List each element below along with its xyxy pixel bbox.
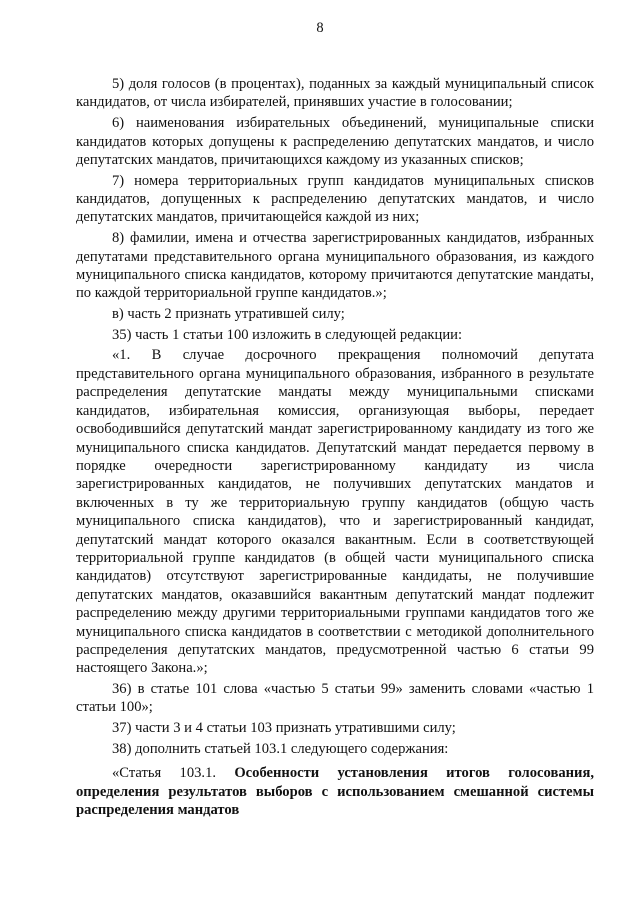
article-103-1-heading	[76, 764, 594, 819]
paragraph-item-37: 37) части 3 и 4 статьи 103 признать утратившими силу;	[112, 720, 456, 737]
paragraph-item-35: 35) часть 1 статьи 100 изложить в следующей редакции:	[112, 326, 462, 343]
article-prefix: «Статья 103.1.	[112, 765, 235, 782]
paragraph-item-38: 38) дополнить статьей 103.1 следующего содержания:	[112, 740, 449, 757]
paragraph-part-2-repeal: в) часть 2 признать утратившей силу;	[112, 306, 345, 323]
paragraph-item-5: 5) доля голосов (в процентах), поданных за каждый муниципальный список кандидатов, от числа избирателей, принявших участие в голосовании;	[76, 76, 594, 111]
paragraph-item-8: 8) фамилии, имена и отчества зарегистрированных кандидатов, избранных депутатами представительного органа муниципального образования, из каждого муниципального списка кандидатов, которому причитаются депутатские мандаты, по каждой территориальной группе кандидатов.»;	[76, 230, 594, 302]
document-body	[76, 75, 594, 822]
paragraph-item-36: 36) в статье 101 слова «частью 5 статьи 99» заменить словами «частью 1 статьи 100»;	[76, 681, 594, 716]
paragraph-item-7: 7) номера территориальных групп кандидатов муниципальных списков кандидатов, допущенных к распределению депутатских мандатов, и число депутатских мандатов, причитающейся каждой из них;	[76, 172, 594, 226]
article-title: Особенности установления итогов голосования, определения результатов выборов с использованием смешанной системы распределения мандатов	[76, 765, 594, 819]
paragraph-article-100-part-1: «1. В случае досрочного прекращения полномочий депутата представительного органа муниципального образования, избранного в результате распределения депутатские мандаты между муниципальными списками кандидатов, избирательная комиссия, организующая выборы, передает освободившийся депутатский мандат зарегистрированному кандидату из того же муниципального списка кандидатов. Депутатский мандат передается первому в порядке очередности зарегистрированному кандидату из числа зарегистрированных кандидатов, не получивших депутатских мандатов и включенных в ту же территориальную группу кандидатов (общую часть муниципального списка кандидатов), что и зарегистрированный кандидат, депутатский мандат которого оказался вакантным. Если в соответствующей территориальной группе кандидатов (в общей части муниципального списка кандидатов) отсутствуют зарегистрированные кандидаты, не получившие депутатских мандатов, оказавшийся вакантным депутатский мандат подлежит распределению между другими территориальными группами кандидатов того же муниципального списка кандидатов в соответствии с методикой дополнительного распределения депутатских мандатов, предусмотренной частью 6 статьи 99 настоящего Закона.»;	[76, 347, 594, 677]
page-number: 8	[316, 20, 324, 36]
paragraph-item-6: 6) наименования избирательных объединений, муниципальные списки кандидатов которых допущены к распределению депутатских мандатов, и число депутатских мандатов, причитающихся каждому из указанных списков;	[76, 115, 594, 168]
